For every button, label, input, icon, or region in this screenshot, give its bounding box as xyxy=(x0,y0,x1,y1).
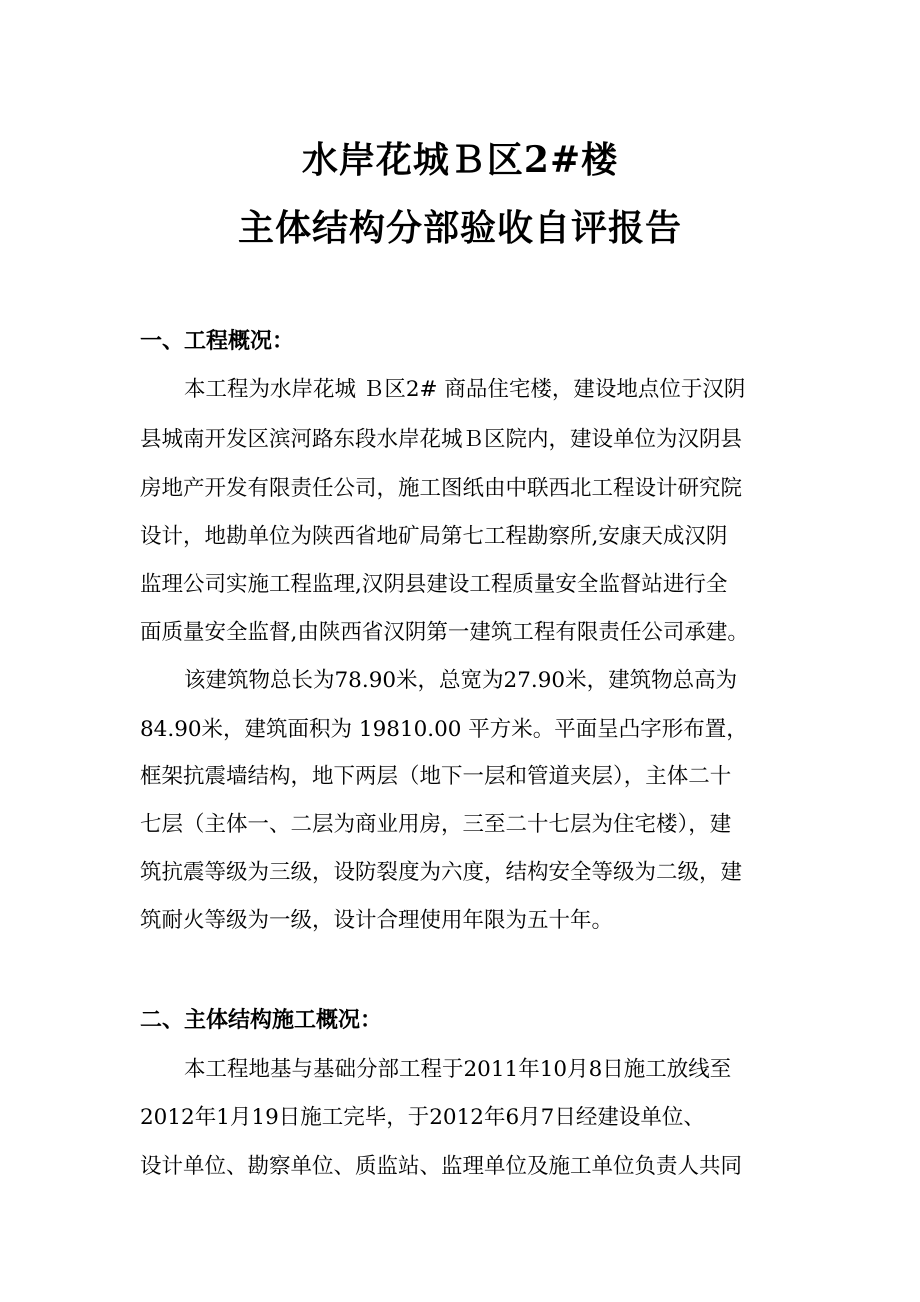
paragraph-line: 本工程为水岸花城 Ｂ区2# 商品住宅楼，建设地点位于汉阴 xyxy=(184,377,746,402)
paragraph-line: 该建筑物总长为78.90米，总宽为27.90米，建筑物总高为 xyxy=(184,668,738,693)
paragraph-line: 监理公司实施工程监理,汉阴县建设工程质量安全监督站进行全 xyxy=(140,572,728,597)
paragraph-line: 本工程地基与基础分部工程于2011年10月8日施工放线至 xyxy=(184,1057,732,1082)
paragraph-line: 框架抗震墙结构，地下两层（地下一层和管道夹层），主体二十 xyxy=(140,764,732,789)
paragraph-line: 房地产开发有限责任公司，施工图纸由中联西北工程设计研究院 xyxy=(140,476,743,501)
document-title-line1: 水岸花城Ｂ区2#楼 xyxy=(301,139,619,181)
paragraph-line: 筑抗震等级为三级，设防裂度为六度，结构安全等级为二级，建 xyxy=(140,860,743,885)
paragraph-line: 县城南开发区滨河路东段水岸花城Ｂ区院内，建设单位为汉阴县 xyxy=(140,427,743,452)
section2-heading: 二、主体结构施工概况： xyxy=(140,1007,383,1033)
section1-heading: 一、工程概况： xyxy=(140,328,295,354)
paragraph-line: 筑耐火等级为一级，设计合理使用年限为五十年。 xyxy=(140,908,614,933)
document-title-line2: 主体结构分部验收自评报告 xyxy=(237,207,682,249)
paragraph-line: 设计，地勘单位为陕西省地矿局第七工程勘察所,安康天成汉阴 xyxy=(140,524,728,549)
paragraph-line: 七层（主体一、二层为商业用房，三至二十七层为住宅楼），建 xyxy=(140,812,732,837)
paragraph-line: 面质量安全监督,由陕西省汉阴第一建筑工程有限责任公司承建。 xyxy=(140,620,749,645)
paragraph-line: 84.90米，建筑面积为 19810.00 平方米。平面呈凸字形布置， xyxy=(140,717,748,742)
paragraph-line: 设计单位、勘察单位、质监站、监理单位及施工单位负责人共同 xyxy=(140,1154,743,1179)
paragraph-line: 2012年1月19日施工完毕，于2012年6月7日经建设单位、 xyxy=(140,1105,705,1130)
